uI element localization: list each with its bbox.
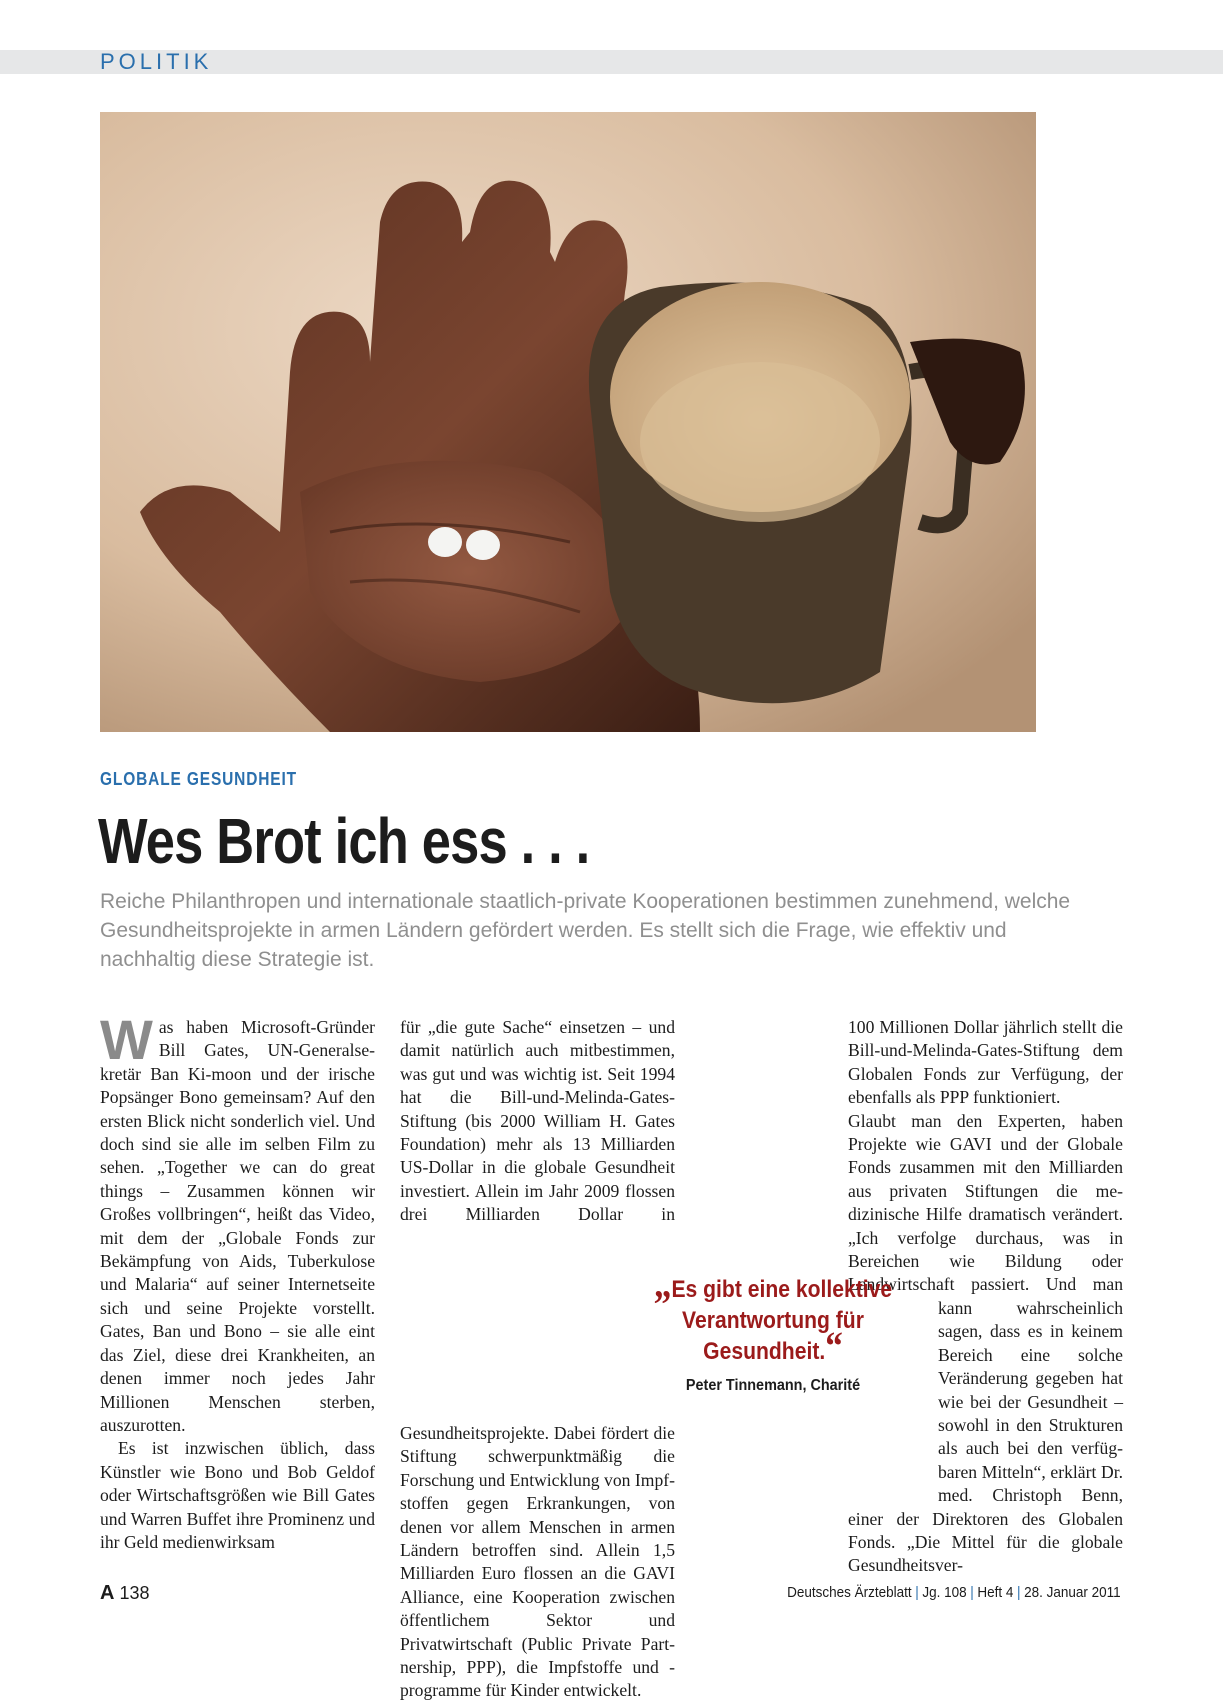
journal-issue: Heft 4 [977,1584,1014,1601]
article-headline: Wes Brot ich ess . . . [98,805,590,877]
paragraph: für „die gute Sache“ einsetzen – und damit natürlich auch mitbestimmen, was gut und was wichtig ist. Seit 1994 hat die Bill-und-Melinda-Gates-Stiftung (bis 2000 William H. Gates Foundation) mehr als 13 Milliarden US-Dollar in die globale Gesundheit investiert. Allein im Jahr 2009 flossen drei Milliarden Dollar in Gesundheitsprojekte. Dabei fördert die Stiftung schwerpunktmäßig die Forschung und Entwicklung von Impfstoffen gegen Erkrankungen, von denen vor allem Menschen in armen Ländern betroffen sind. Allein 1,5 Milliarden Euro flossen an die GAVI Alliance, eine Kooperation zwischen öffentlichem Sektor und Privatwirtschaft (Public Private Partnership, PPP), die Impfstoffe und -programme für Kinder entwickelt. [400,1017,675,1701]
paragraph: 100 Millionen Dollar jährlich stellt die Bill-und-Melinda-Gates-Stiftung dem Globalen Fonds zur Verfügung, der ebenfalls als PPP funktioniert. [848,1017,1123,1108]
page-prefix: A [100,1582,115,1604]
quote-close-mark: “ [825,1323,843,1368]
pill-2 [466,530,500,560]
paragraph: Glaubt man den Experten, haben Projekte wie GAVI und der Globale Fonds zusammen mit den Milliarden aus privaten Stiftungen die medizinische Hilfe dramatisch verändert. „Ich verfolge durchaus, was in Bereichen wie Bildung oder Landwirtschaft passiert. Und man kann wahrscheinlich sagen, dass es in keinem Bereich eine solche Veränderung gegeben hat wie bei der Gesundheit – sowohl in den Strukturen als auch bei den verfügbaren Mitteln“, erklärt Dr. med. Christoph Benn, einer der Direktoren des Globalen Fonds. „Die Mittel für die globale Gesundheitsver- [848,1110,1123,1576]
pill-1 [428,527,462,557]
journal-date: 28. Januar 2011 [1024,1584,1121,1601]
drop-cap: W [100,1008,153,1071]
paragraph [100,1008,375,1437]
page-number-value: 138 [119,1583,150,1603]
paragraph: Es ist inzwischen üblich, dass Künstler wie Bono und Bob Geldof oder Wirtschaftsgrößen wie Bill Gates und Warren Buffet ihre Prominenz und ihr Geld medienwirksam [100,1438,375,1552]
pullquote [628,1261,918,1395]
pullquote-source: Peter Tinnemann, Charité [685,1377,861,1394]
separator: | [970,1584,975,1601]
journal-name: Deutsches Ärzteblatt [787,1584,912,1601]
article-kicker: GLOBALE GESUNDHEIT [100,769,297,789]
footer-citation [787,1584,1121,1601]
section-label: POLITIK [100,49,213,74]
article-column-1 [100,1008,375,1554]
paragraph-text: as haben Microsoft-Gründer Bill Gates, UN-Generalsekretär Ban Ki-moon und der irische Popsänger Bono gemeinsam? Auf den ersten Blick nicht sonderlich viel. Und doch sind sie alle im selben Film zu sehen. „Together we can do great things – Zusammen können wir Großes vollbringen“, heißt das Video, mit dem der „Globale Fonds zur Bekämpfung von Aids, Tuberkulose und Malaria“ auf seiner Internetseite sich und seine Projekte vorstellt. Gates, Ban und Bono – sie alle eint das Ziel, diese drei Krankheiten, an denen immer noch jedes Jahr Millionen Menschen sterben, auszurotten. [100,1017,375,1435]
pullquote-body: Es gibt eine kollektive Verantwortung für Gesundheit. [671,1276,893,1365]
page-number [100,1582,150,1605]
journal-volume: Jg. 108 [922,1584,967,1601]
photo-illustration [100,112,1036,732]
quote-open-mark: „ [653,1261,672,1306]
hand-with-pills-and-cup-photo [100,112,1036,732]
separator: | [915,1584,920,1601]
article-lede: Reiche Philanthropen und internationale staatlich-private Kooperationen bestimmen zunehmend, welche Gesundheitsprojekte in armen Ländern gefördert werden. Es stellt sich die Frage, wie effektiv und nachhaltig diese Strategie ist. [100,890,1071,971]
separator: | [1017,1584,1021,1601]
pullquote-text [645,1261,900,1368]
